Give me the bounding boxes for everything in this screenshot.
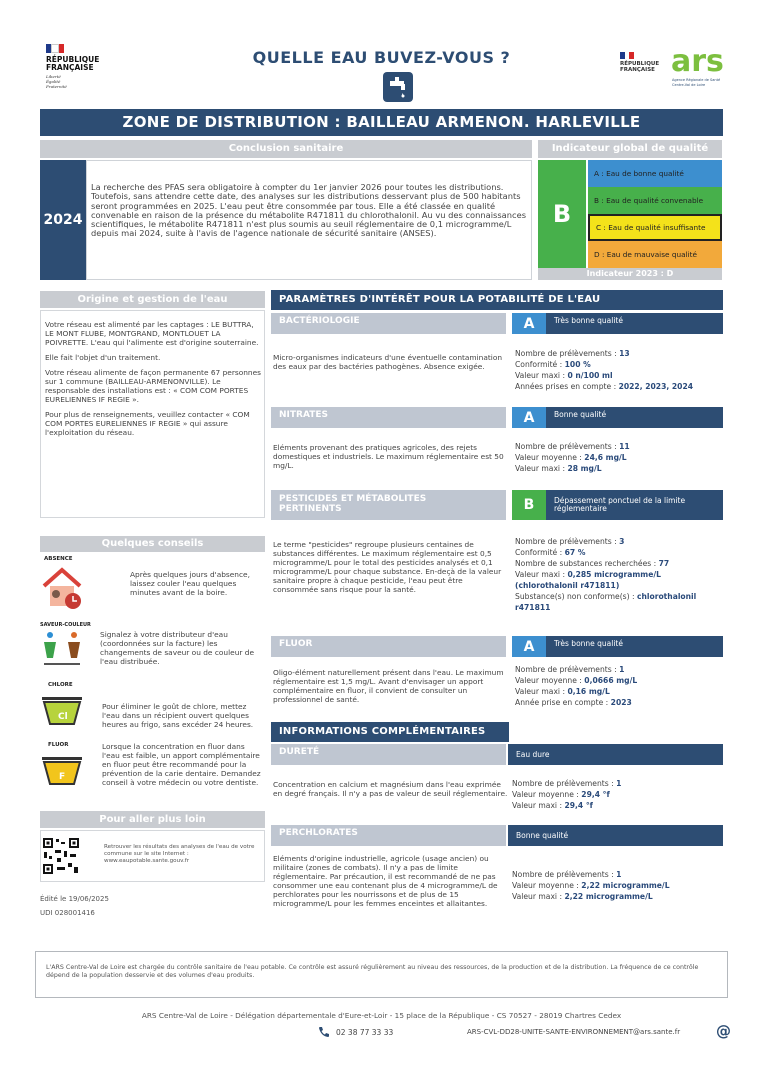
advice-text-fluor: Lorsque la concentration en fluor dans l'eau est faible, un apport complémentaire en fluor peut être recommandé pour la prévention de la carie dentaire. Demandez conseil à votre médecin ou votre dentiste.: [102, 742, 261, 787]
origin-p2: Elle fait l'objet d'un traitement.: [45, 353, 161, 362]
fluor-row: Valeur maxi : 0,16 mg/L: [515, 687, 610, 696]
ars-subtitle: Agence Régionale de Santé Centre-Val de Loire: [672, 78, 721, 87]
bacterio-row: Valeur maxi : 0 n/100 ml: [515, 371, 613, 380]
nitrates-block: [271, 407, 723, 487]
fluor-grade: A: [512, 636, 546, 657]
advice-heading: Quelques conseils: [40, 536, 265, 552]
perchlorates-label: Bonne qualité: [516, 831, 569, 840]
pesticides-row: Substance(s) non conforme(s) : chlorothalonil: [515, 592, 697, 601]
perchlorates-title: PERCHLORATES: [271, 825, 506, 846]
motto-1: Liberté: [46, 74, 61, 79]
control-note: [35, 951, 728, 998]
motto-2: Égalité: [46, 79, 61, 84]
advice-saveur: [40, 622, 265, 680]
svg-text:F: F: [59, 772, 66, 782]
rf-logo: [46, 44, 116, 89]
indicator-level: [588, 160, 722, 187]
nitrates-values: [515, 441, 723, 474]
rf-line2: FRANÇAISE: [46, 63, 94, 72]
perchlorates-values: [512, 869, 722, 902]
perchlorates-row: Nombre de prélèvements : 1: [512, 870, 622, 879]
pesticides-title-2: PERTINENTS: [279, 504, 342, 514]
page-title: QUELLE EAU BUVEZ-VOUS ?: [252, 48, 511, 67]
params-heading: PARAMÈTRES D'INTÉRÊT POUR LA POTABILITÉ DE L'EAU: [271, 290, 723, 310]
advice-absence: [40, 556, 265, 620]
pesticides-grade-label: Dépassement ponctuel de la limite réglementaire: [554, 495, 686, 513]
origin-p1: Votre réseau est alimenté par les captages : LE BUTTRA, LE MONT FLUBE, MONTGRAND, MONTLOUET LA POIVRETTE. L'eau qui l'alimente est d'origine souterraine.: [45, 320, 259, 347]
origin-heading: Origine et gestion de l'eau: [40, 291, 265, 308]
durete-title: DURETÉ: [271, 744, 506, 765]
nitrates-desc: Eléments provenant des pratiques agricoles, des rejets domestiques et industriels. Le maximum réglementaire est 50 mg/L.: [273, 443, 504, 470]
pesticides-row: (chlorothalonil r471811): [515, 581, 620, 590]
fluor-desc: Oligo-élément naturellement présent dans l'eau. Le maximum réglementaire est 1,5 mg/L. Avant d'envisager un apport complémentaire en fluor, il convient de consulter un professionnel de santé.: [273, 668, 504, 704]
glasses-icon: [42, 630, 88, 672]
nitrates-row: Nombre de prélèvements : 11: [515, 442, 630, 451]
advice-text-saveur: Signalez à votre distributeur d'eau (coordonnées sur la facture) les changements de saveur ou de couleur de l'eau distribuée.: [100, 630, 255, 666]
chlore-bowl-icon: [40, 694, 86, 736]
pesticides-row: Conformité : 67 %: [515, 548, 586, 557]
fluor-grade-label: Très bonne qualité: [554, 639, 623, 648]
advice-tag-saveur: SAVEUR-COULEUR: [40, 622, 91, 628]
bacterio-row: Années prises en compte : 2022, 2023, 2024: [515, 382, 694, 391]
ars-logo: ars: [671, 44, 724, 79]
pesticides-row: Nombre de substances recherchées : 77: [515, 559, 670, 568]
nitrates-row: Valeur moyenne : 24,6 mg/L: [515, 453, 627, 462]
footer-email[interactable]: ARS-CVL-DD28-UNITE-SANTE-ENVIRONNEMENT@ars.sante.fr: [467, 1028, 681, 1036]
indicator-level: [588, 187, 722, 214]
flag-icon-small: [620, 52, 634, 59]
pesticides-block: [271, 490, 723, 625]
pesticides-grade: B: [512, 490, 546, 520]
conclusion-text: La recherche des PFAS sera obligatoire à compter du 1er janvier 2026 pour toutes les distributions. Toutefois, sans attendre cette date, des analyses sur les distributions desservant plus de 500 habitants seront programmées en 2025. L'eau peut être consommée par tous. Elle a été classée en qualité convenable en raison de la présence du métabolite R471811 du chlorothalonil. Au vu des connaissances scientifiques, le métabolite R471811 n'est plus soumis au seuil réglementaire de 0,1 microgramme/L depuis mai 2024, suite à l'avis de l'agence nationale de sécurité sanitaire (ANSES).: [91, 182, 527, 239]
indicator-level: [588, 214, 722, 241]
bacterio-grade-bar: [512, 313, 723, 334]
fluor-title: FLUOR: [271, 636, 506, 657]
indicator-heading: Indicateur global de qualité: [538, 140, 722, 158]
fluor-row: Nombre de prélèvements : 1: [515, 665, 625, 674]
bacterio-block: [271, 313, 723, 401]
nitrates-row: Valeur maxi : 28 mg/L: [515, 464, 602, 473]
fluor-block: [271, 636, 723, 716]
pesticides-values: [515, 536, 723, 613]
motto-3: Fraternité: [46, 84, 67, 89]
perchlorates-row: Valeur maxi : 2,22 microgramme/L: [512, 892, 653, 901]
bacterio-desc: Micro-organismes indicateurs d'une éventuelle contamination des eaux par des bactéries pathogènes. Absence exigée.: [273, 353, 503, 371]
advice-tag-chlore: CHLORE: [48, 682, 73, 688]
indicator-level-label: A : Eau de bonne qualité: [594, 169, 684, 178]
indicator-levels: [588, 160, 722, 268]
durete-row: Nombre de prélèvements : 1: [512, 779, 622, 788]
phone-icon: [318, 1026, 330, 1038]
durete-desc: Concentration en calcium et magnésium dans l'eau exprimée en degré français. Il n'y a pas de valeur de seuil réglementaire.: [273, 780, 508, 798]
qr-code[interactable]: [42, 837, 80, 875]
fluor-row: Année prise en compte : 2023: [515, 698, 632, 707]
pesticides-row: Valeur maxi : 0,285 microgramme/L: [515, 570, 661, 579]
perchlorates-row: Valeur moyenne : 2,22 microgramme/L: [512, 881, 670, 890]
at-icon: @: [716, 1022, 731, 1040]
further-heading: Pour aller plus loin: [40, 811, 265, 828]
footer-address: ARS Centre-Val de Loire - Délégation départementale d'Eure-et-Loir - 15 place de la République - CS 70527 - 28019 Chartres Cedex: [141, 1011, 622, 1020]
rf-small-line2: FRANÇAISE: [620, 67, 655, 73]
conclusion-heading: Conclusion sanitaire: [40, 140, 532, 158]
rf-small-line1: RÉPUBLIQUE: [620, 61, 660, 67]
edited-date: Édité le 19/06/2025: [40, 895, 109, 903]
svg-text:Cl: Cl: [58, 712, 68, 722]
advice-chlore: [40, 682, 265, 740]
indicator-level: [588, 241, 722, 268]
durete-row: Valeur moyenne : 29,4 °f: [512, 790, 610, 799]
rf-logo-small: [620, 52, 670, 73]
durete-block: [271, 744, 723, 814]
zone-title: ZONE DE DISTRIBUTION : BAILLEAU ARMENON. HARLEVILLE: [40, 109, 723, 136]
rf-line1: RÉPUBLIQUE: [46, 55, 100, 64]
advice-fluor: [40, 742, 265, 802]
fluor-values: [515, 664, 723, 708]
indicator-previous: Indicateur 2023 : D: [538, 268, 722, 280]
nitrates-title: NITRATES: [271, 407, 506, 428]
origin-p4: Pour plus de renseignements, veuillez contacter « COM COM PORTES EURELIENNES IF REGIE » qui assure l'exploitation du réseau.: [45, 410, 250, 437]
origin-p3: Votre réseau alimente de façon permanente 67 personnes sur 1 commune (BAILLEAU-ARMENONVILLE). Le responsable des installations est : « COM COM PORTES EURELIENNES IF REGIE ».: [45, 368, 262, 404]
indicator-grade-box: [538, 160, 586, 268]
pesticides-desc: Le terme "pesticides" regroupe plusieurs centaines de substances différentes. Le maximum réglementaire est 0,5 microgramme/L pour le total des pesticides analysés et 0,1 microgramme/L pour chaque substance. En-deçà de la valeur sanitaire propre à chaque pesticide, l'eau peut être consommée sans risque pour la santé.: [273, 540, 502, 594]
pesticides-row: r471811: [515, 603, 551, 612]
fluor-row: Valeur moyenne : 0,0666 mg/L: [515, 676, 638, 685]
advice-text-absence: Après quelques jours d'absence, laissez couler l'eau quelques minutes avant de la boire.: [130, 570, 250, 597]
further-text: Retrouver les résultats des analyses de l'eau de votre commune sur le site Internet : www.eaupotable.sante.gouv.fr: [104, 844, 255, 864]
indicator-level-label: C : Eau de qualité insuffisante: [596, 223, 706, 232]
durete-values: [512, 778, 722, 811]
bacterio-row: Conformité : 100 %: [515, 360, 591, 369]
udi-code: UDI 028001416: [40, 909, 95, 917]
pesticides-row: Nombre de prélèvements : 3: [515, 537, 625, 546]
perchlorates-block: [271, 825, 723, 925]
durete-label: Eau dure: [516, 750, 550, 759]
pesticides-title-1: PESTICIDES ET MÉTABOLITES: [279, 494, 427, 504]
control-note-text: L'ARS Centre-Val de Loire est chargée du contrôle sanitaire de l'eau potable. Ce contrôle est assuré régulièrement au niveau des ressources, de la production et de la distribution. La fréquence de ce contrôle dépend de la population desservie et des volumes d'eau produits.: [46, 964, 699, 979]
conclusion-year: 2024: [40, 160, 86, 280]
nitrates-grade-bar: [512, 407, 723, 428]
perchlorates-label-bar: [508, 825, 723, 846]
flag-icon: [46, 44, 64, 53]
fluor-bowl-icon: [40, 754, 86, 796]
footer-phone[interactable]: 02 38 77 33 33: [336, 1028, 394, 1037]
bacterio-grade-label: Très bonne qualité: [554, 316, 623, 325]
bacterio-row: Nombre de prélèvements : 13: [515, 349, 630, 358]
bacterio-title: BACTÉRIOLOGIE: [271, 313, 506, 334]
advice-text-chlore: Pour éliminer le goût de chlore, mettez l'eau dans un récipient ouvert quelques heures au frigo, sans excéder 24 heures.: [102, 702, 254, 729]
bacterio-grade: A: [512, 313, 546, 334]
durete-row: Valeur maxi : 29,4 °f: [512, 801, 593, 810]
advice-tag-absence: ABSENCE: [44, 556, 73, 562]
advice-tag-fluor: FLUOR: [48, 742, 69, 748]
indicator-level-label: B : Eau de qualité convenable: [594, 196, 704, 205]
tap-icon: [383, 72, 413, 102]
pesticides-grade-bar: [512, 490, 723, 520]
fluor-grade-bar: [512, 636, 723, 657]
perchlorates-desc: Eléments d'origine industrielle, agricole (usage ancien) ou militaire (zones de combats). Il n'y a pas de limite réglementaire. Par précaution, il est recommandé de ne pas consommer une eau contenant plus de 4 microgramme/L de perchlorates pour les nourrissons et de plus de 15 microgramme/L pour les femmes enceintes et allaitantes.: [273, 854, 498, 908]
bacterio-values: [515, 348, 723, 392]
indicator-level-label: D : Eau de mauvaise qualité: [594, 250, 697, 259]
info-heading: INFORMATIONS COMPLÉMENTAIRES: [271, 722, 509, 742]
nitrates-grade-label: Bonne qualité: [554, 410, 607, 419]
durete-label-bar: [508, 744, 723, 765]
pesticides-title: [271, 490, 506, 520]
nitrates-grade: A: [512, 407, 546, 428]
indicator-grade: B: [552, 200, 572, 228]
house-clock-icon: [40, 566, 86, 614]
